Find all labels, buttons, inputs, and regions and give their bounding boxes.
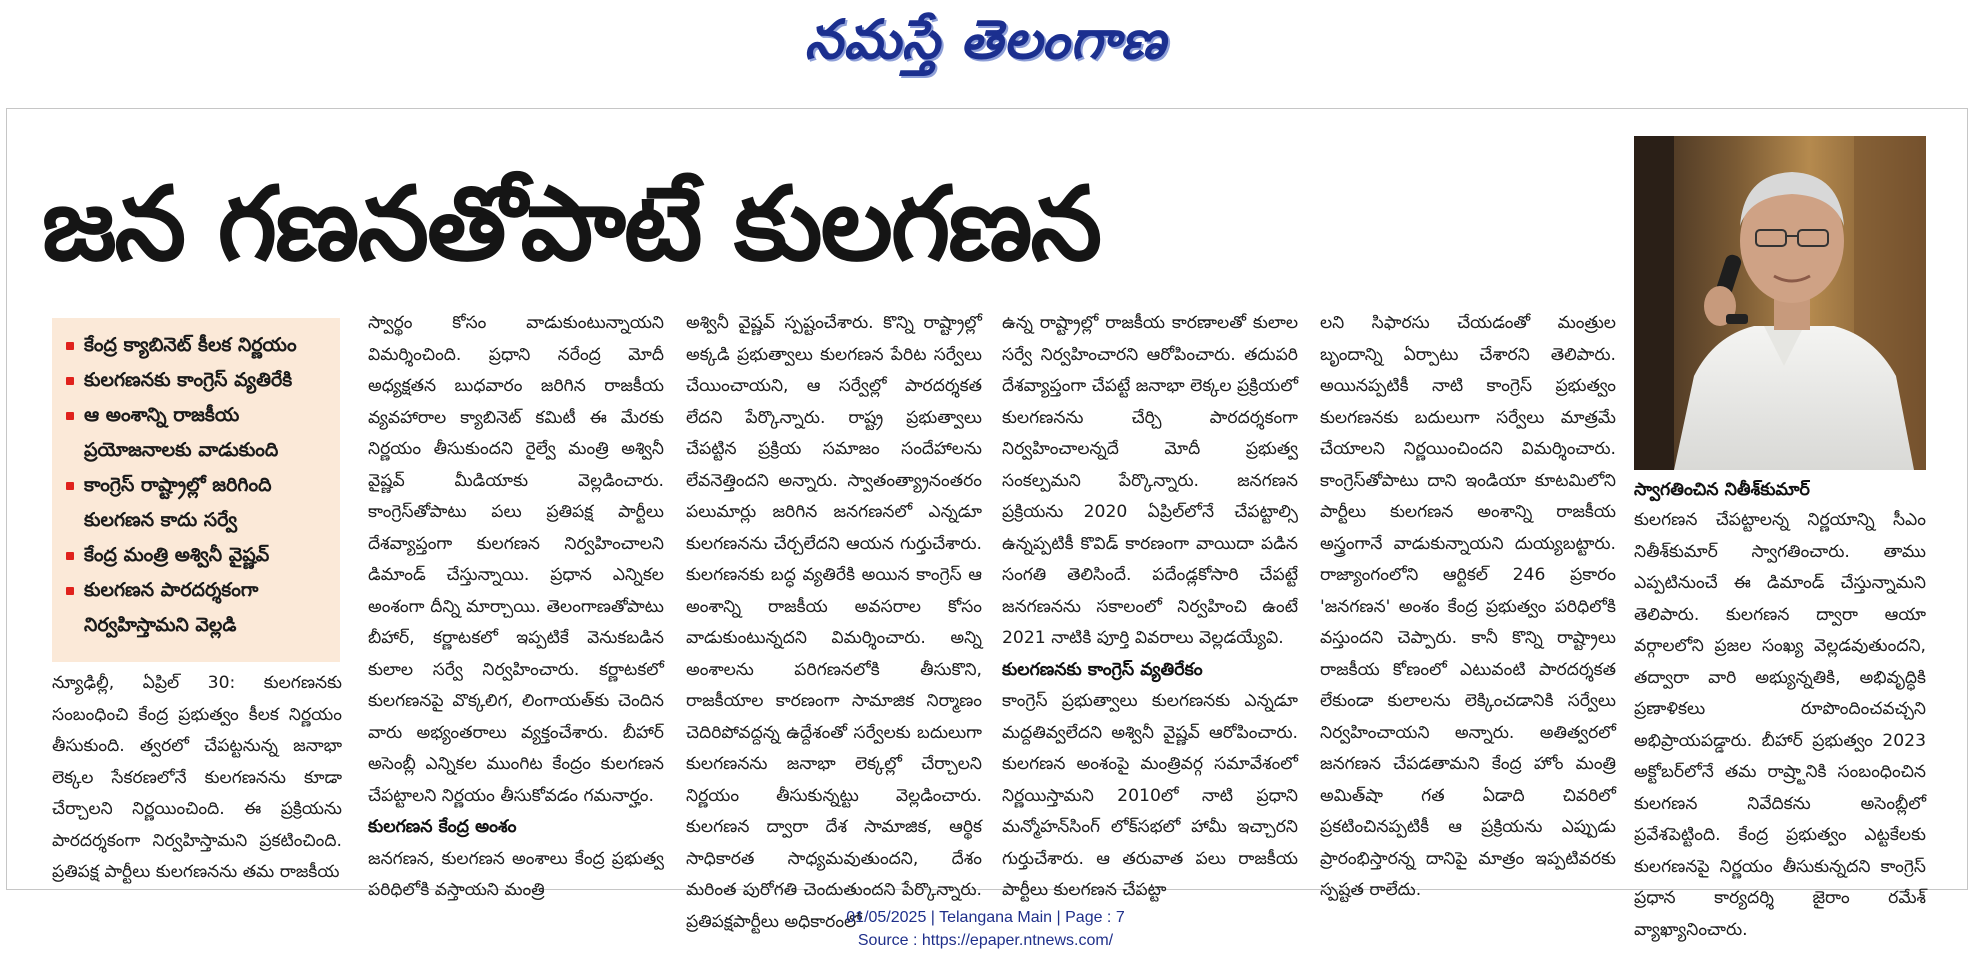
- article-column-1: [52, 668, 342, 882]
- highlight-item: కులగణనకు కాంగ్రెస్ వ్యతిరేకి: [66, 363, 332, 398]
- highlight-item: కేంద్ర క్యాబినెట్ కీలక నిర్ణయం: [66, 328, 332, 363]
- article-column-2: [368, 308, 664, 900]
- bullet-icon: [66, 552, 74, 560]
- photo-caption: స్వాగతించిన నితీశ్‌కుమార్: [1634, 480, 1810, 500]
- bullet-icon: [66, 587, 74, 595]
- bullet-icon: [66, 482, 74, 490]
- subheading: కులగణనకు కాంగ్రెస్ వ్యతిరేకం: [1002, 659, 1203, 680]
- bullet-icon: [66, 412, 74, 420]
- subheading: కులగణన కేంద్ర అంశం: [368, 817, 517, 837]
- article-column-4: [1002, 308, 1298, 900]
- article-column-5: [1320, 308, 1616, 900]
- source-link[interactable]: Source : https://epaper.ntnews.com/: [857, 932, 1114, 949]
- paragraph: జనగణన, కులగణన అంశాలు కేంద్ర ప్రభుత్వ పరిధిలోకి వస్తాయని మంత్రి: [368, 848, 664, 900]
- highlight-item: కులగణన పారదర్శకంగా నిర్వహిస్తామని వెల్లడి: [66, 573, 332, 643]
- paragraph: న్యూఢిల్లీ, ఏప్రిల్ 30: కులగణనకు సంబంధించి కేంద్ర ప్రభుత్వం కీలక నిర్ణయం తీసుకుంది. త్వరలో చేపట్టనున్న జనాభా లెక్కల సేకరణలోనే కులగణనను కూడా చేర్చాలని నిర్ణయించింది. ఈ ప్రక్రియను పారదర్శకంగా నిర్వహిస్తామని ప్రకటించింది. ప్రతిపక్ష పార్టీలు కులగణనను తమ రాజకీయ: [52, 673, 342, 882]
- footer: [0, 906, 1971, 952]
- highlight-item: ఆ అంశాన్ని రాజకీయ ప్రయోజనాలకు వాడుకుంది: [66, 398, 332, 468]
- highlights-box: [52, 318, 340, 662]
- paragraph: కులగణన చేపట్టాలన్న నిర్ణయాన్ని సీఎం నితీశ్‌కుమార్ స్వాగతించారు. తాము ఎప్పటినుంచే ఈ డిమాండ్ చేస్తున్నామని తెలిపారు. కులగణన ద్వారా ఆయా వర్గాలలోని ప్రజల సంఖ్య వెల్లడవుతుందని, తద్వారా వారి అభ్యున్నతికి, అభివృద్ధికి ప్రణాళికలు రూపొందించవచ్చని అభిప్రాయపడ్డారు. బీహార్ ప్రభుత్వం 2023 అక్టోబర్‌లోనే తమ రాష్ర్టానికి సంబంధించిన కులగణన నివేదికను అసెంబ్లీలో ప్రవేశపెట్టింది. కేంద్ర ప్రభుత్వం ఎట్టకేలకు కులగణనపై నిర్ణయం తీసుకున్నదని కాంగ్రెస్ ప్రధాన కార్యదర్శి జైరాం రమేశ్ వ్యాఖ్యానించారు.: [1634, 510, 1926, 940]
- bullet-icon: [66, 342, 74, 350]
- speaker-photo: [1634, 136, 1926, 470]
- masthead: [0, 4, 1971, 74]
- highlight-item: కాంగ్రెస్ రాష్ట్రాల్లో జరిగింది కులగణన కాదు సర్వే: [66, 468, 332, 538]
- edition-info: 01/05/2025 | Telangana Main | Page : 7: [846, 909, 1125, 926]
- highlight-item: కేంద్ర మంత్రి అశ్వినీ వైష్ణవ్: [66, 538, 332, 573]
- paragraph: అశ్వినీ వైష్ణవ్ స్పష్టంచేశారు. కొన్ని రాష్ట్రాల్లో అక్కడి ప్రభుత్వాలు కులగణన పేరిట సర్వేలు చేయించాయని, ఆ సర్వేల్లో పారదర్శకత లేదని పేర్కొన్నారు. రాష్ట్ర ప్రభుత్వాలు చేపట్టిన ప్రక్రియ సమాజం సందేహాలను లేవనెత్తిందని అన్నారు. స్వాతంత్య్రానంతరం పలుమార్లు జరిగిన జనగణనలో ఎన్నడూ కులగణనను చేర్చలేదని ఆయన గుర్తుచేశారు. కులగణనకు బద్ధ వ్యతిరేకి అయిన కాంగ్రెస్ ఆ అంశాన్ని రాజకీయ అవసరాల కోసం వాడుకుంటున్నదని విమర్శించారు. అన్ని అంశాలను పరిగణనలోకి తీసుకొని, రాజకీయాల కారణంగా సామాజిక నిర్మాణం చెదిరిపోవద్దన్న ఉద్దేశంతో సర్వేలకు బదులుగా కులగణనను జనాభా లెక్కల్లో చేర్చాలని నిర్ణయం తీసుకున్నట్టు వెల్లడించారు. కులగణన ద్వారా దేశ సామాజిక, ఆర్థిక సాధికారత సాధ్యమవుతుందని, దేశం మరింత పురోగతి చెందుతుందని పేర్కొన్నారు. ప్రతిపక్షపార్టీలు అధికారంలో: [686, 313, 982, 932]
- paragraph: స్వార్థం కోసం వాడుకుంటున్నాయని విమర్శించింది. ప్రధాని నరేంద్ర మోదీ అధ్యక్షతన బుధవారం జరిగిన రాజకీయ వ్యవహారాల క్యాబినెట్ కమిటీ ఈ మేరకు నిర్ణయం తీసుకుందని రైల్వే మంత్రి అశ్వినీ వైష్ణవ్ మీడియాకు వెల్లడించారు. కాంగ్రెస్‌తోపాటు పలు ప్రతిపక్ష పార్టీలు దేశవ్యాప్తంగా కులగణన నిర్వహించాలని డిమాండ్ చేస్తున్నాయి. ప్రధాన ఎన్నికల అంశంగా దీన్ని మార్చాయి. తెలంగాణతోపాటు బీహార్, కర్ణాటకలో ఇప్పటికే వెనుకబడిన కులాల సర్వే నిర్వహించారు. కర్ణాటకలో కులగణనపై వొక్కలిగ, లింగాయత్‌కు చెందిన వారు అభ్యంతరాలు వ్యక్తంచేశారు. బీహార్ అసెంబ్లీ ఎన్నికల ముంగిట కేంద్రం కులగణన చేపట్టాలని నిర్ణయం తీసుకోవడం గమనార్హం.: [368, 313, 664, 806]
- headline: జన గణనతోపాటే కులగణన: [42, 165, 1101, 284]
- article-column-6: [1634, 505, 1926, 940]
- paragraph: లని సిఫారసు చేయడంతో మంత్రుల బృందాన్ని ఏర్పాటు చేశారని తెలిపారు. అయినప్పటికీ నాటి కాంగ్రెస్ ప్రభుత్వం కులగణనకు బదులుగా సర్వేలు మాత్రమే చేయాలని నిర్ణయించిందని విమర్శించారు. కాంగ్రెస్‌తోపాటు దాని ఇండియా కూటమిలోని పార్టీలు కులగణన అంశాన్ని రాజకీయ అస్త్రంగానే వాడుకున్నాయని దుయ్యబట్టారు. రాజ్యాంగంలోని ఆర్టికల్ 246 ప్రకారం 'జనగణన' అంశం కేంద్ర ప్రభుత్వం పరిధిలోకి వస్తుందని చెప్పారు. కానీ కొన్ని రాష్ట్రాలు రాజకీయ కోణంలో ఎటువంటి పారదర్శకత లేకుండా కులాలను లెక్కించడానికి సర్వేలు నిర్వహించాయని అన్నారు. అతిత్వరలో జనగణన చేపడతామని కేంద్ర హోం మంత్రి అమిత్‌షా గత ఏడాది చివరిలో ప్రకటించినప్పటికీ ఆ ప్రక్రియను ఎప్పుడు ప్రారంభిస్తారన్న దానిపై మాత్రం ఇప్పటివరకు స్పష్టత రాలేదు.: [1320, 313, 1616, 900]
- paragraph: కాంగ్రెస్ ప్రభుత్వాలు కులగణనకు ఎన్నడూ మద్దతివ్వలేదని అశ్వినీ వైష్ణవ్ ఆరోపించారు. కులగణన అంశంపై మంత్రివర్గ సమావేశంలో నిర్ణయిస్తామని 2010లో నాటి ప్రధాని మన్మోహన్‌సింగ్ లోక్‌సభలో హామీ ఇచ్చారని గుర్తుచేశారు. ఆ తరువాత పలు రాజకీయ పార్టీలు కులగణన చేపట్టా: [1002, 691, 1298, 900]
- paragraph: ఉన్న రాష్ట్రాల్లో రాజకీయ కారణాలతో కులాల సర్వే నిర్వహించారని ఆరోపించారు. తదుపరి దేశవ్యాప్తంగా చేపట్టే జనాభా లెక్కల ప్రక్రియలో కులగణనను చేర్చి పారదర్శకంగా నిర్వహించాలన్నదే మోదీ ప్రభుత్వ సంకల్పమని పేర్కొన్నారు. జనగణన ప్రక్రియను 2020 ఏప్రిల్‌లోనే చేపట్టాల్సి ఉన్నప్పటికీ కొవిడ్ కారణంగా వాయిదా పడిన సంగతి తెలిసిందే. పదేండ్లకోసారి చేపట్టే జనగణనను సకాలంలో నిర్వహించి ఉంటే 2021 నాటికి పూర్తి వివరాలు వెల్లడయ్యేవి.: [1002, 313, 1298, 648]
- article-column-3: [686, 308, 982, 932]
- bullet-icon: [66, 377, 74, 385]
- masthead-logo: నమస్తే తెలంగాణ: [804, 7, 1167, 71]
